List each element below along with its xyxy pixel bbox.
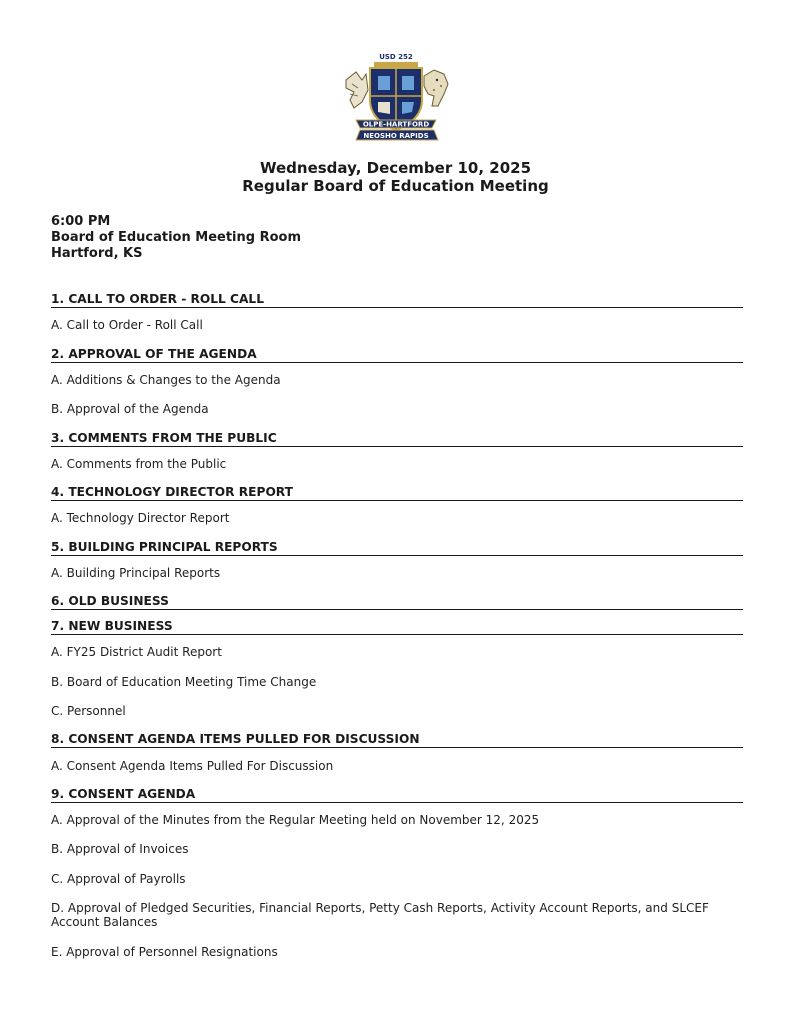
logo-banner-top: OLPE-HARTFORD: [362, 120, 430, 129]
agenda-item: B. Approval of Invoices: [51, 842, 189, 856]
agenda-title: [0, 159, 791, 195]
agenda-item: B. Board of Education Meeting Time Change: [51, 675, 317, 689]
district-logo: [340, 50, 452, 146]
agenda-item: B. Approval of the Agenda: [51, 402, 209, 416]
meeting-info: [51, 214, 301, 262]
section-heading-old-business: 6. OLD BUSINESS: [51, 594, 743, 610]
section-heading-principal-reports: 5. BUILDING PRINCIPAL REPORTS: [51, 540, 743, 556]
agenda-item: A. Consent Agenda Items Pulled For Discussion: [51, 759, 334, 773]
section-heading-consent-agenda: 9. CONSENT AGENDA: [51, 787, 743, 803]
meeting-date: Wednesday, December 10, 2025: [259, 159, 532, 177]
section-heading-public-comments: 3. COMMENTS FROM THE PUBLIC: [51, 431, 743, 447]
meeting-time: 6:00 PM: [51, 214, 111, 229]
meeting-room: Board of Education Meeting Room: [51, 230, 302, 245]
logo-usd-label: USD 252: [379, 53, 413, 61]
agenda-item: D. Approval of Pledged Securities, Financial Reports, Petty Cash Reports, Activity Account Reports, and SLCEF Account Balances: [51, 901, 709, 929]
meeting-name: Regular Board of Education Meeting: [242, 177, 549, 195]
eagle-icon: [346, 72, 368, 108]
agenda-item: A. FY25 District Audit Report: [51, 645, 222, 659]
agenda-item: A. Additions & Changes to the Agenda: [51, 373, 281, 387]
agenda-item: A. Approval of the Minutes from the Regular Meeting held on November 12, 2025: [51, 813, 540, 827]
section-heading-call-to-order: 1. CALL TO ORDER - ROLL CALL: [51, 292, 743, 308]
agenda-item: A. Call to Order - Roll Call: [51, 318, 203, 332]
agenda-item: E. Approval of Personnel Resignations: [51, 945, 278, 959]
logo-banner-bottom: NEOSHO RAPIDS: [363, 132, 429, 140]
section-heading-technology-report: 4. TECHNOLOGY DIRECTOR REPORT: [51, 485, 743, 501]
agenda-item: A. Comments from the Public: [51, 457, 227, 471]
agenda-item: C. Personnel: [51, 704, 126, 718]
section-heading-new-business: 7. NEW BUSINESS: [51, 619, 743, 635]
mascot-cat-icon: [424, 70, 448, 106]
agenda-item: C. Approval of Payrolls: [51, 872, 186, 886]
section-heading-approval-of-agenda: 2. APPROVAL OF THE AGENDA: [51, 347, 743, 363]
agenda-item: A. Technology Director Report: [51, 511, 230, 525]
meeting-location: Hartford, KS: [51, 246, 143, 261]
section-heading-consent-pulled: 8. CONSENT AGENDA ITEMS PULLED FOR DISCUSSION: [51, 732, 743, 748]
agenda-item: A. Building Principal Reports: [51, 566, 221, 580]
